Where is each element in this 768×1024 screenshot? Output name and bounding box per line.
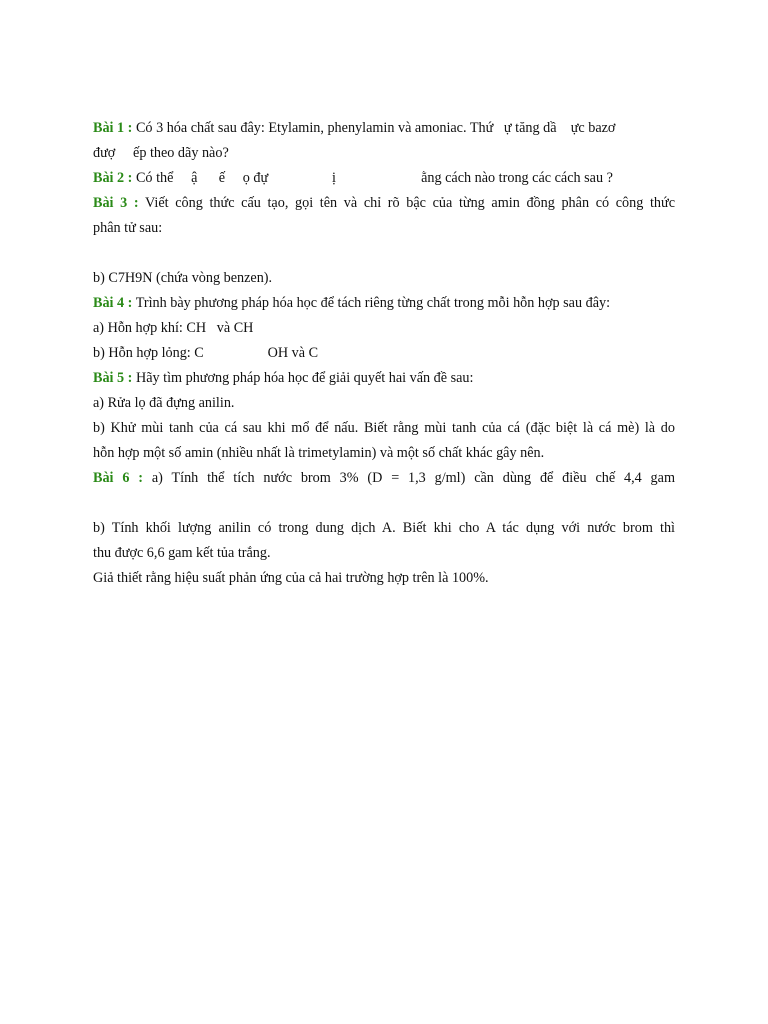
problem-1-line-2: đượ ếp theo dãy nào? bbox=[93, 145, 229, 161]
problem-2-line-1 bbox=[93, 166, 675, 191]
problem-6-line-3: thu được 6,6 gam kết tủa trắng. bbox=[93, 545, 271, 561]
problem-4-line-1 bbox=[93, 291, 675, 316]
problem-5-text: Hãy tìm phương pháp hóa học để giải quyết hai vấn đề sau: bbox=[132, 370, 474, 386]
problem-1-label: Bài 1 : bbox=[93, 120, 133, 136]
problem-6-label: Bài 6 : bbox=[93, 470, 144, 486]
problem-3-line-1 bbox=[93, 191, 675, 216]
problem-6-line-4: Giả thiết rằng hiệu suất phản ứng của cả hai trường hợp trên là 100%. bbox=[93, 570, 489, 586]
problem-4-line-3: b) Hỗn hợp lỏng: C OH và C bbox=[93, 345, 319, 361]
problem-2-label: Bài 2 : bbox=[93, 170, 133, 186]
problem-3-line-2: phân tử sau: bbox=[93, 220, 163, 236]
problem-4-text: Trình bày phương pháp hóa học để tách riêng từng chất trong mỗi hỗn hợp sau đây: bbox=[132, 295, 611, 311]
problem-4-label: Bài 4 : bbox=[93, 295, 133, 311]
blank-line bbox=[93, 491, 675, 516]
problem-2-text: Có thể ậ ế ọ đự ị ằng cách nào trong các cách sau ? bbox=[132, 170, 613, 186]
problem-3-line-3: b) C7H9N (chứa vòng benzen). bbox=[93, 270, 273, 286]
problem-5-line-4: hỗn hợp một số amin (nhiều nhất là trimetylamin) và một số chất khác gây nên. bbox=[93, 445, 545, 461]
blank-line bbox=[93, 241, 675, 266]
problem-1-text: Có 3 hóa chất sau đây: Etylamin, phenylamin và amoniac. Thứ ự tăng dầ ực bazơ bbox=[132, 120, 616, 136]
exercise-list bbox=[93, 116, 675, 591]
problem-3-label: Bài 3 : bbox=[93, 195, 139, 211]
problem-3-text: Viết công thức cấu tạo, gọi tên và chỉ rõ bậc của từng amin đồng phân có công thức bbox=[138, 195, 675, 211]
problem-6-text: a) Tính thể tích nước brom 3% (D = 1,3 g/ml) cần dùng để điều chế 4,4 gam bbox=[143, 470, 675, 486]
problem-5-line-1 bbox=[93, 366, 675, 391]
problem-5-line-3: b) Khử mùi tanh của cá sau khi mổ để nấu. Biết rằng mùi tanh của cá (đặc biệt là cá mè) là do bbox=[93, 420, 675, 436]
problem-1-line-1 bbox=[93, 116, 675, 141]
problem-6-line-2: b) Tính khối lượng anilin có trong dung dịch A. Biết khi cho A tác dụng với nước brom thì bbox=[93, 520, 675, 536]
problem-4-line-2: a) Hỗn hợp khí: CH và CH bbox=[93, 320, 254, 336]
problem-6-line-1 bbox=[93, 466, 675, 491]
problem-5-line-2: a) Rửa lọ đã đựng anilin. bbox=[93, 395, 235, 411]
problem-5-label: Bài 5 : bbox=[93, 370, 133, 386]
